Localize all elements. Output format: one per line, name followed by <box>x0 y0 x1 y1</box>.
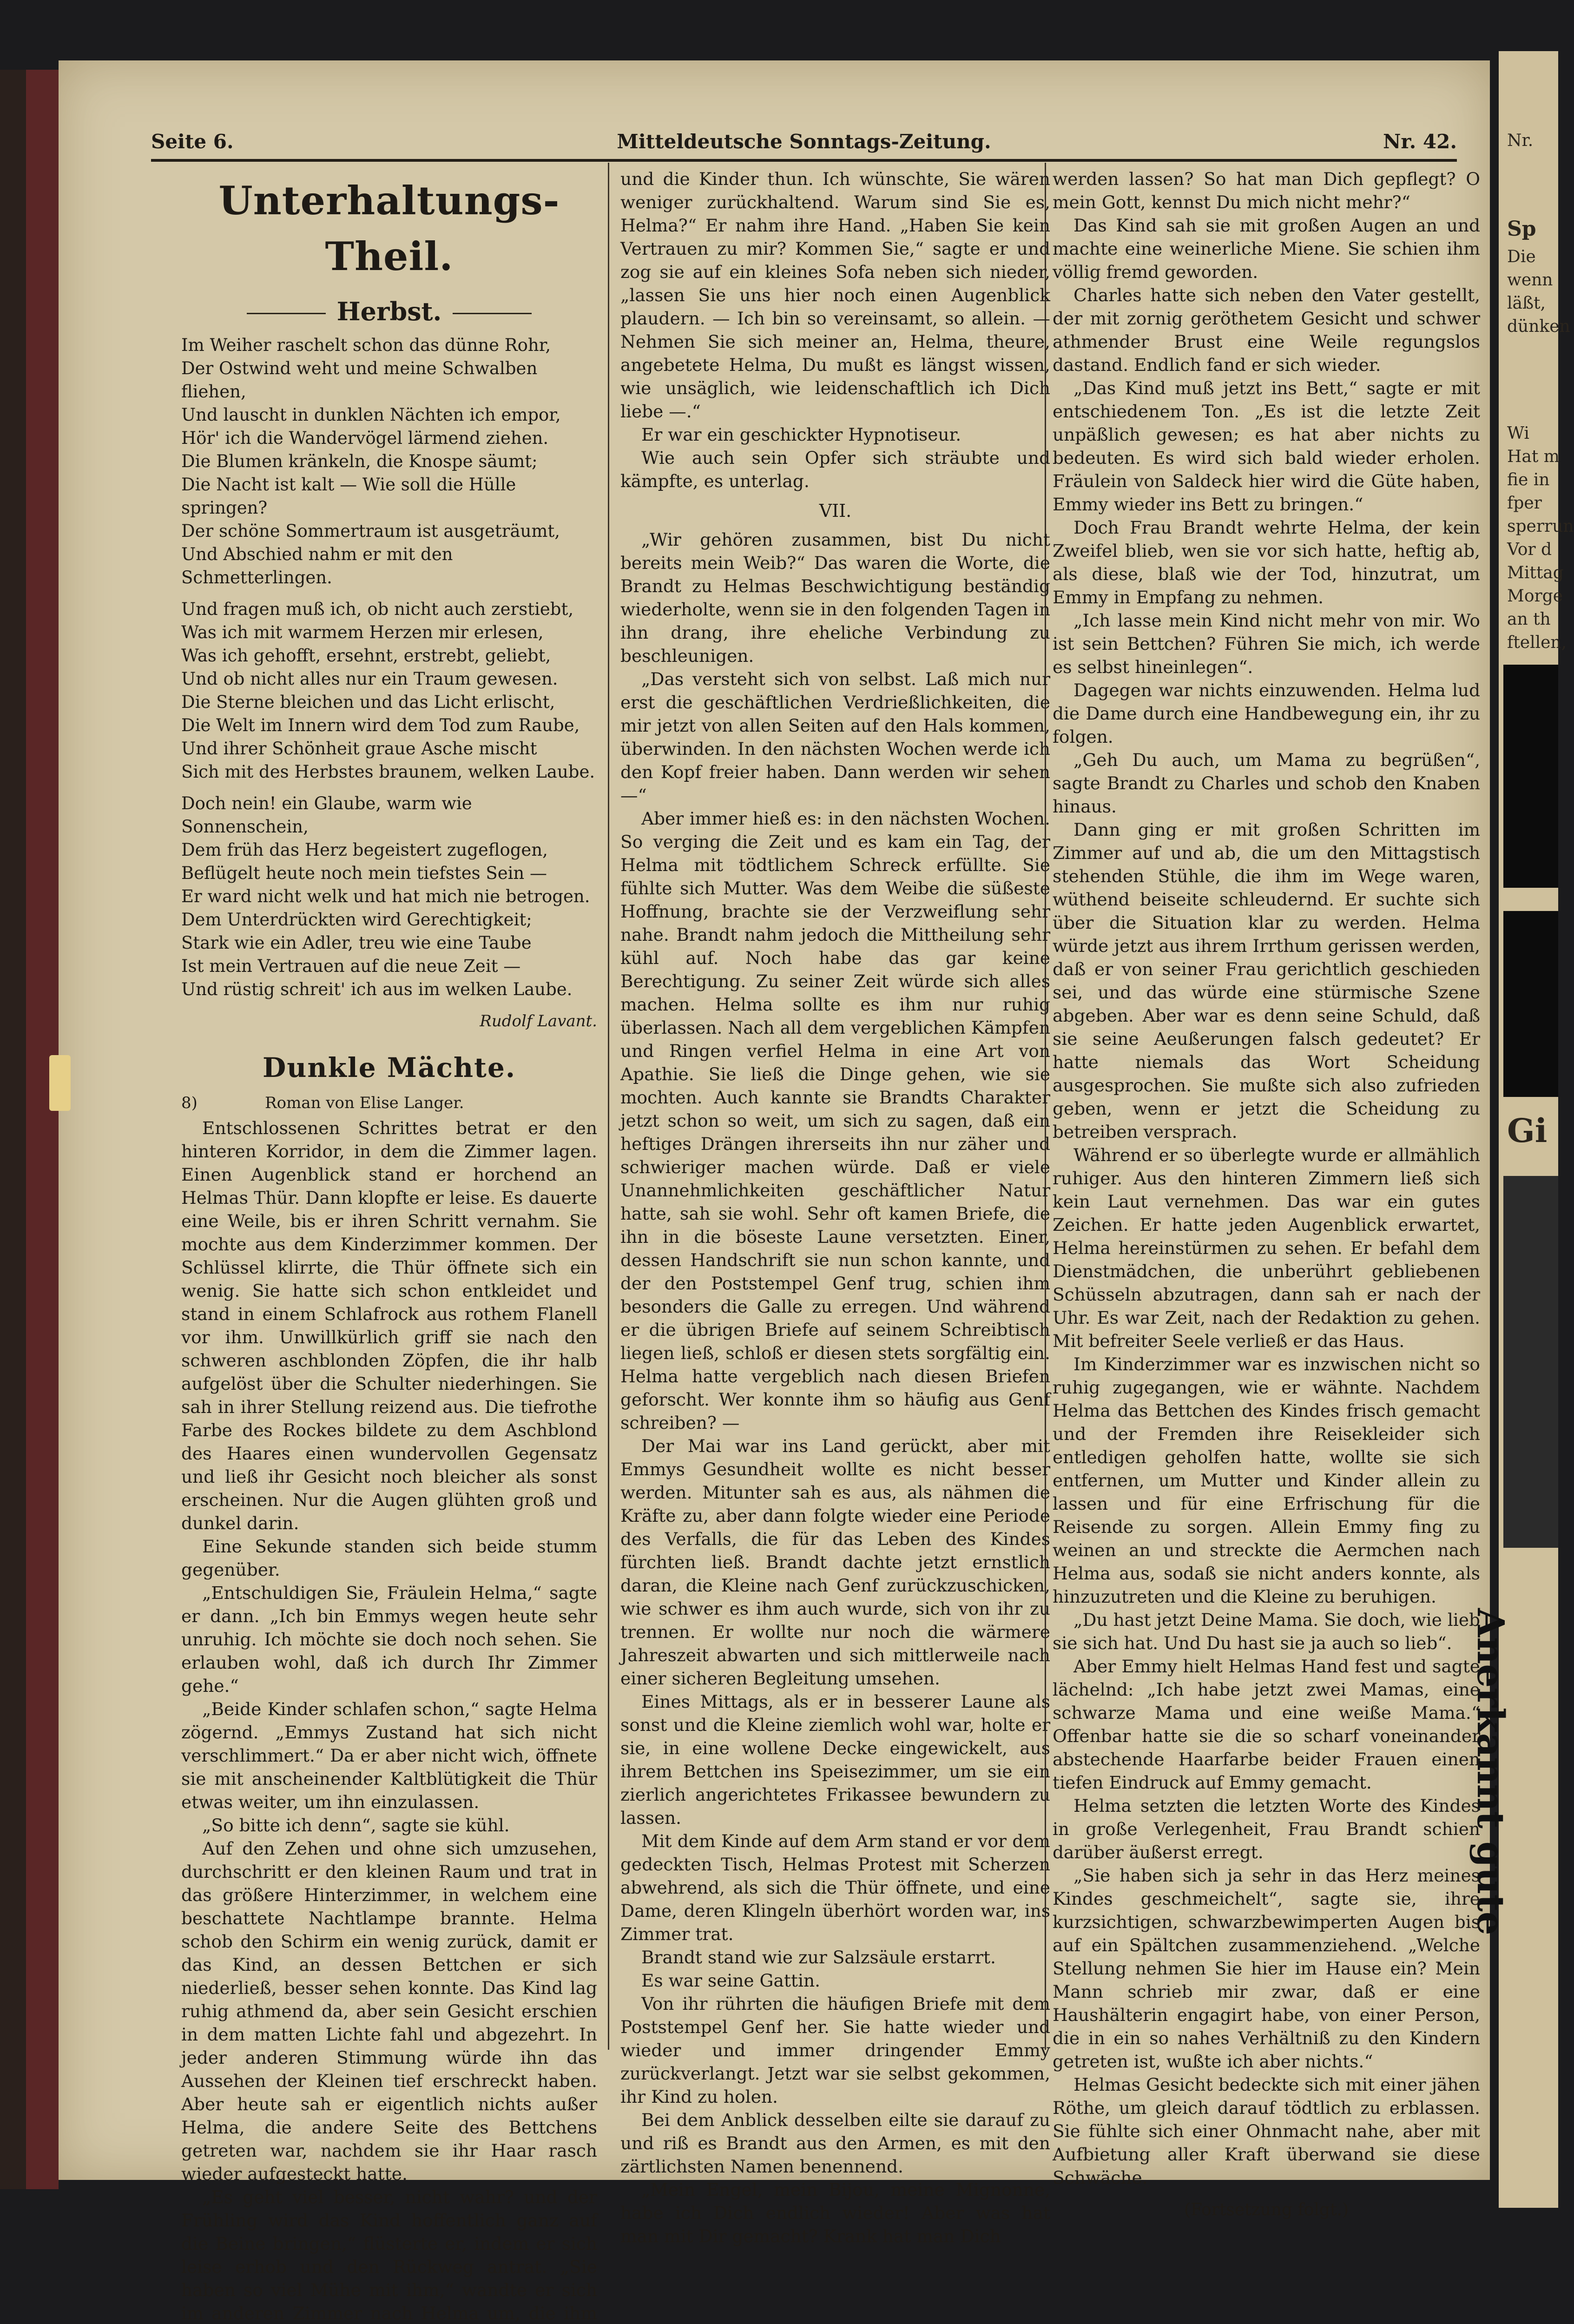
paragraph: „So bitte ich denn“, sagte sie kühl. <box>202 1815 510 1835</box>
adjacent-text: Nr. <box>1507 131 1534 150</box>
paragraph: Aber Emmy hielt Helmas Hand fest und sagte lächelnd: „Ich habe jetzt zwei Mamas, eine schwarze Mama und eine weiße Mama.“ Offenbar hatte sie die so scharf voneinander abstechende Haarfarbe beider Frauen einen tiefen Eindruck auf Emmy gemacht. <box>1053 1656 1480 1793</box>
adjacent-text: an th <box>1507 610 1551 629</box>
poem-line: Im Weiher raschelt schon das dünne Rohr, <box>181 335 551 355</box>
adjacent-text: Gi <box>1507 1111 1548 1150</box>
adjacent-vertical-heading: Anerkannt gute <box>1469 1608 1513 1935</box>
paragraph: „Du hast jetzt Deine Mama. Sie doch, wie lieb sie sich hat. Und Du hast sie ja auch so lieb“. <box>1053 1610 1480 1653</box>
paragraph: werden lassen? So hat man Dich gepflegt? O mein Gott, kennst Du mich nicht mehr?“ <box>1053 169 1480 212</box>
paragraph: Charles hatte sich neben den Vater gestellt, der mit zornig geröthetem Gesicht und schwer athmender Brust eine Weile regungslos dastand. Endlich fand er sich wieder. <box>1053 285 1480 375</box>
poem-line: Was ich gehofft, ersehnt, erstrebt, geliebt, <box>181 646 551 666</box>
paragraph: Er war ein geschickter Hypnotiseur. <box>641 424 962 445</box>
book-binding <box>0 70 26 2189</box>
binding-cloth <box>26 70 59 2189</box>
paragraph: „Beide Kinder schlafen schon,“ sagte Helma zögernd. „Emmys Zustand hat sich nicht verschlimmert.“ Da er aber nicht wich, öffnete sie mit anscheinender Kaltblütigkeit die Thür etwas weiter, um ihn einzulassen. <box>181 1699 597 1812</box>
adjacent-page <box>1469 51 1574 2208</box>
adjacent-text: Die <box>1507 247 1536 266</box>
poem <box>181 334 597 1001</box>
section-title: Unterhaltungs-Theil. <box>218 178 560 279</box>
paragraph: Das Kind sah sie mit großen Augen an und machte eine weinerliche Miene. Sie schien ihm völlig fremd geworden. <box>1053 215 1480 282</box>
paragraph: Helmas Gesicht bedeckte sich mit einer jähen Röthe, um gleich darauf tödtlich zu erblassen. Sie fühlte sich einer Ohnmacht nahe, aber mit Aufbietung aller Kraft überwand sie diese Schwäche. <box>1053 2074 1480 2188</box>
header-rule <box>151 159 1457 162</box>
paragraph: Im Kinderzimmer war es inzwischen nicht so ruhig zugegangen, wie er wähnte. Nachdem Helma das Bettchen des Kindes frisch gemacht und der Fremden ihre Reisekleider sich entledigen geholfen hatte, wollte sie sich entfernen, um Mutter und Kinder allein zu lassen und für eine Erfrischung für die Reisende zu sorgen. Allein Emmy fing zu weinen an und streckte die Aermchen nach Helma aus, sodaß sie nicht anders konnte, als hinzuzutreten und die Kleine zu beruhigen. <box>1053 1354 1480 1607</box>
paragraph: Helma setzten die letzten Worte des Kindes in große Verlegenheit, Frau Brandt schien darüber äußerst erregt. <box>1053 1796 1480 1862</box>
poem-line: Der Ostwind weht und meine Schwalben fliehen, <box>181 358 538 402</box>
adjacent-text: sperrun <box>1507 517 1574 536</box>
paragraph: Wie auch sein Opfer sich sträubte und kämpfte, es unterlag. <box>620 448 1050 491</box>
paragraph: Eine Sekunde standen sich beide stumm gegenüber. <box>181 1536 597 1580</box>
adjacent-text: Sp <box>1507 217 1536 241</box>
paragraph: „Entschuldigen Sie, Fräulein Helma,“ sagte er dann. „Ich bin Emmys wegen heute sehr unruhig. Ich möchte sie doch noch sehen. Sie erlauben wohl, daß ich durch Ihr Zimmer gehe.“ <box>181 1583 597 1696</box>
adjacent-text: ftellen, <box>1507 633 1567 652</box>
poem-line: Die Sterne bleichen und das Licht erlischt, <box>181 692 555 712</box>
adjacent-illustration <box>1503 1176 1558 1548</box>
paragraph: Eines Mittags, als er in besserer Laune als sonst und die Kleine ziemlich wohl war, holte er sie, in eine wollene Decke eingewickelt, aus ihrem Bettchen ins Speisezimmer, um sie ein zierlich angerichtetes Frikassee bewundern zu lassen. <box>620 1691 1050 1828</box>
newspaper-name: Mitteldeutsche Sonntags-Zeitung. <box>617 130 991 153</box>
poem-line: Dem früh das Herz begeistert zugeflogen, <box>181 840 548 860</box>
paragraph: Dann ging er mit großen Schritten im Zimmer auf und ab, die um den Mittagstisch stehenden Stühle, die ihm im Wege waren, wüthend beiseite schleudernd. Er suchte sich über die Situation klar zu werden. Helma würde jetzt aus ihrem Irrthum gerissen werden, daß er von seiner Frau gerichtlich geschieden sei, und das würde eine stürmische Szene abgeben. Aber war es denn seine Schuld, daß sie seine Aeußerungen falsch gedeutet? Er hatte niemals das Wort Scheidung ausgesprochen. Sie mußte sich also zufrieden geben, wenn er jetzt die Scheidung zu betreiben versprach. <box>1053 819 1480 1142</box>
paragraph: Auf den Zehen und ohne sich umzusehen, durchschritt er den kleinen Raum und trat in das größere Hinterzimmer, in welchem eine beschattete Nachtlampe brannte. Helma schob den Schirm ein wenig zurück, damit er das Kind, an dessen Bettchen er sich niederließ, besser sehen konnte. Das Kind lag ruhig athmend da, aber sein Gesicht erschien in dem matten Lichte fahl und abgezehrt. In jeder anderen Stimmung würde ihn das Aussehen der Kleinen tief erschreckt haben. Aber heute sah er eigentlich nichts außer Helma, die andere Seite des Bettchens getreten war, nachdem sie ihr Haar rasch wieder aufgesteckt hatte. <box>181 1838 597 2184</box>
adjacent-text: Hat m <box>1507 447 1560 466</box>
poem-line: Und lauscht in dunklen Nächten ich empor, <box>181 405 561 425</box>
issue-number: Nr. 42. <box>1383 130 1457 153</box>
poem-line: Und rüstig schreit' ich aus im welken Laube. <box>181 979 573 999</box>
adjacent-text: dünken <box>1507 317 1570 336</box>
poem-line: Die Welt im Innern wird dem Tod zum Raube, <box>181 715 580 735</box>
poem-title-row <box>181 293 597 330</box>
adjacent-ad-block <box>1503 665 1558 888</box>
poem-stanza <box>181 792 597 1001</box>
paragraph: Dagegen war nichts einzuwenden. Helma lud die Dame durch eine Handbewegung ein, ihr zu folgen. <box>1053 680 1480 747</box>
adjacent-text: wenn <box>1507 271 1553 290</box>
adjacent-text: fper <box>1507 494 1542 513</box>
paragraph: „Geh Du auch, um Mama zu begrüßen“, sagte Brandt zu Charles und schob den Knaben hinaus. <box>1053 750 1480 817</box>
page-number: Seite 6. <box>151 130 234 153</box>
poem-line: Dem Unterdrückten wird Gerechtigkeit; <box>181 910 532 930</box>
chapter-heading: VII. <box>819 501 852 521</box>
poem-line: Die Blumen kränkeln, die Knospe säumt; <box>181 451 538 471</box>
paragraph: „Das Kind muß jetzt ins Bett,“ sagte er mit entschiedenem Ton. „Es ist die letzte Zeit unpäßlich gewesen; es hat aber nichts zu bedeuten. Es wird sich bald wieder erholen. Fräulein von Saldeck hier wird die Güte haben, Emmy wieder ins Bett zu bringen.“ <box>1053 378 1480 515</box>
adjacent-text: fie in <box>1507 470 1550 489</box>
column-1 <box>181 167 597 2324</box>
paragraph: Entschlossenen Schrittes betrat er den hinteren Korridor, in dem die Zimmer lagen. Einen Augenblick stand er horchend an Helmas Thür. Dann klopfte er leise. Es dauerte eine Weile, bis er ihren Schritt vernahm. Sie mochte aus dem Kinderzimmer kommen. Der Schlüssel klirrte, die Thür öffnete sich ein wenig. Sie hatte sich schon entkleidet und stand in einem Schlafrock aus rothem Flanell vor ihm. Unwillkürlich griff sie nach den schweren aschblonden Zöpfen, die ihr halb aufgelöst über die Schulter niederhingen. Sie sah in ihrer Stellung reizend aus. Die tiefrothe Farbe des Rockes bildete zu dem Aschblond des Haares einen wundervollen Gegensatz und ließ ihr Gesicht noch bleicher als sonst erscheinen. Nur die Augen glühten groß und dunkel darin. <box>181 1118 597 1533</box>
paragraph: „Wir gehören zusammen, bist Du nicht bereits mein Weib?“ Das waren die Worte, die Brandt zu Helmas Beschwichtigung beständig wiederholte, wenn sie in den folgenden Tagen in ihn drang, ihre eheliche Verbindung zu beschleunigen. <box>620 529 1050 666</box>
poem-line: Sich mit des Herbstes braunem, welken Laube. <box>181 762 595 782</box>
paragraph: „Mein Engel, mein Bijou, meine Mignonne, habe ich Dich endlich wieder! Aber was hat man mit Dir gemacht? Krank hat man Dich <box>620 2179 1050 2246</box>
poem-line: Er ward nicht welk und hat mich nie betrogen. <box>181 886 590 906</box>
poem-stanza <box>181 334 597 589</box>
paragraph: Bei dem Anblick desselben eilte sie darauf zu und riß es Brandt aus den Armen, es mit den zärtlichsten Namen benennend. <box>620 2110 1050 2177</box>
adjacent-ad-block <box>1503 911 1558 1097</box>
poem-line: Die Nacht ist kalt — Wie soll die Hülle springen? <box>181 475 516 518</box>
paragraph: Doch Frau Brandt wehrte Helma, der kein Zweifel blieb, wen sie vor sich hatte, heftig ab, als diese, blaß wie der Tod, hinzutrat, um Emmy in Empfang zu nehmen. <box>1053 517 1480 607</box>
adjacent-text: Wi <box>1507 424 1529 443</box>
poem-line: Der schöne Sommertraum ist ausgeträumt, <box>181 521 560 541</box>
poem-stanza <box>181 598 597 784</box>
paragraph: „Ich lasse mein Kind nicht mehr von mir. Wo ist sein Bettchen? Führen Sie mich, ich werde es selbst hineinlegen“. <box>1053 610 1480 677</box>
title-rule <box>453 313 532 314</box>
page-header <box>151 130 1457 158</box>
poem-line: Stark wie ein Adler, treu wie eine Taube <box>181 933 532 953</box>
paragraph: Es war seine Gattin. <box>641 1970 821 1991</box>
paragraph: „Sie haben sich ja sehr in das Herz meines Kindes geschmeichelt“, sagte sie, ihre kurzsichtigen, schwarzbewimperten Augen bis auf ein Spältchen zusammenziehend. „Welche Stellung nehmen Sie hier im Hause ein? Mein Mann schrieb mir zwar, daß er eine Haushälterin engagirt habe, von einer Person, die in ein so nahes Verhältniß zu den Kindern getreten ist, wußte ich aber nichts.“ <box>1053 1865 1480 2072</box>
adjacent-text: läßt, <box>1507 294 1546 313</box>
novel-byline <box>181 1091 597 1115</box>
poem-line: Und fragen muß ich, ob nicht auch zerstiebt, <box>181 599 574 619</box>
poem-line: Und ihrer Schönheit graue Asche mischt <box>181 739 537 759</box>
paragraph: Der Mai war ins Land gerückt, aber mit Emmys Gesundheit wollte es nicht besser werden. Mitunter sah es aus, als nähmen die Kräfte zu, aber dann folgte wieder eine Periode des Verfalls, die für das Leben des Kindes fürchten ließ. Brandt dachte jetzt ernstlich daran, die Kleine nach Genf zurückzuschicken, wie schwer es ihm auch wurde, sich von ihr zu trennen. Er wollte nur noch die wärmere Jahreszeit abwarten und sich mittlerweile nach einer sicheren Begleitung umsehen. <box>620 1436 1050 1689</box>
paragraph: „Es geht viel besser, nicht wahr? und der Frühling wird das Kind hoffentlich ganz auf die Beine bringen,“ flüsterte er, indem er sich leise erhob und den Rückweg antrat. „Sie haben so viel Mühe mit ihm,“ wandte er sich im anderen Zimmer nach Helma um, die ihm <box>181 2187 597 2324</box>
novel-subtitle: Roman von Elise Langer. <box>265 1094 464 1112</box>
poem-author: Rudolf Lavant. <box>480 1012 597 1030</box>
poem-line: Hör' ich die Wandervögel lärmend ziehen. <box>181 428 549 448</box>
paper-tab <box>49 1055 71 1111</box>
poem-line: Doch nein! ein Glaube, warm wie Sonnenschein, <box>181 793 472 837</box>
paragraph: Aber immer hieß es: in den nächsten Wochen. So verging die Zeit und es kam ein Tag, der Helma mit tödtlichem Schreck erfüllte. Sie fühlte sich Mutter. Was dem Weibe die süßeste Hoffnung, brachte sie der Verzweiflung sehr nahe. Brandt nahm jedoch die Mittheilung sehr kühl auf. Noch habe das gar keine Berechtigung. Zu seiner Zeit würde sich alles machen. Helma sollte es ihm nur ruhig überlassen. Nach all dem vergeblichen Kämpfen und Ringen verfiel Helma in eine Art von Apathie. Sie ließ die Dinge gehen, wie sie mochten. Auch kannte sie Brandts Charakter jetzt schon so weit, um sich zu sagen, daß ein heftiges Drängen ihrerseits ihn nur zäher und schwieriger machen würde. Daß er viele Unannehmlichkeiten geschäftlicher Natur hatte, sah sie wohl. Sehr oft kamen Briefe, die ihn in die böseste Laune versetzten. Einer, dessen Handschrift sie nun schon kannte, und der den Poststempel Genf trug, schien ihm besonders die Galle zu erregen. Und während er die übrigen Briefe auf seinem Schreibtisch liegen ließ, schloß er diesen stets sorgfältig ein. Helma hatte vergeblich nach diesen Briefen geforscht. Wer konnte ihm so häufig aus Genf schreiben? — <box>620 808 1050 1433</box>
installment-number: 8) <box>181 1094 198 1112</box>
paragraph: Während er so überlegte wurde er allmählich ruhiger. Aus den hinteren Zimmern ließ sich kein Laut vernehmen. Das war ein gutes Zeichen. Er hatte jeden Augenblick erwartet, Helma hereinstürmen zu sehen. Er befahl dem Dienstmädchen, die unberührt gebliebenen Schüsseln abzutragen, dann sah er nach der Uhr. Es war Zeit, nach der Redaktion zu gehen. Mit befreiter Seele verließ er das Haus. <box>1053 1145 1480 1351</box>
novel-title: Dunkle Mächte. <box>262 1052 516 1083</box>
continued-note: (Fortsetzung folgt.) <box>1184 2200 1349 2219</box>
adjacent-text: Morge <box>1507 587 1563 606</box>
adjacent-text: Mittag <box>1507 563 1564 582</box>
poem-line: Und ob nicht alles nur ein Traum gewesen. <box>181 669 558 689</box>
poem-line: Beflügelt heute noch mein tiefstes Sein — <box>181 863 547 883</box>
poem-line: Und Abschied nahm er mit den Schmetterlingen. <box>181 544 453 588</box>
paragraph: und die Kinder thun. Ich wünschte, Sie wären weniger zurückhaltend. Warum sind Sie es, Helma?“ Er nahm ihre Hand. „Haben Sie kein Vertrauen zu mir? Kommen Sie,“ sagte er und zog sie auf ein kleines Sofa neben sich nieder, „lassen Sie uns hier noch einen Augenblick plaudern. — Ich bin so vereinsamt, so allein. — Nehmen Sie sich meiner an, Helma, theure, angebetete Helma, Du mußt es längst wissen, wie unsäglich, wie leidenschaftlich ich Dich liebe —.“ <box>620 169 1050 422</box>
poem-line: Was ich mit warmem Herzen mir erlesen, <box>181 622 544 642</box>
adjacent-text: Vor d <box>1507 540 1552 559</box>
paragraph: „Das versteht sich von selbst. Laß mich nur erst die geschäftlichen Verdrießlichkeiten, die mir jetzt von allen Seiten auf den Hals kommen, überwinden. In den nächsten Wochen werde ich den Kopf freier haben. Dann werden wir sehen —“ <box>620 669 1050 805</box>
paragraph: Brandt stand wie zur Salzsäule erstarrt. <box>641 1947 996 1967</box>
paragraph: Von ihr rührten die häufigen Briefe mit dem Poststempel Genf her. Sie hatte wieder und wieder und immer dringender Emmy zurückverlangt. Jetzt war sie selbst gekommen, ihr Kind zu holen. <box>620 1994 1050 2107</box>
poem-title: Herbst. <box>336 297 442 326</box>
column-3 <box>1053 167 1480 2222</box>
poem-line: Ist mein Vertrauen auf die neue Zeit — <box>181 956 521 976</box>
column-rule <box>608 163 609 2050</box>
column-2 <box>620 167 1050 2248</box>
paragraph: Mit dem Kinde auf dem Arm stand er vor dem gedeckten Tisch, Helmas Protest mit Scherzen abwehrend, als sich die Thür öffnete, und eine Dame, deren Klingeln überhört worden war, ins Zimmer trat. <box>620 1831 1050 1944</box>
title-rule <box>247 313 326 314</box>
